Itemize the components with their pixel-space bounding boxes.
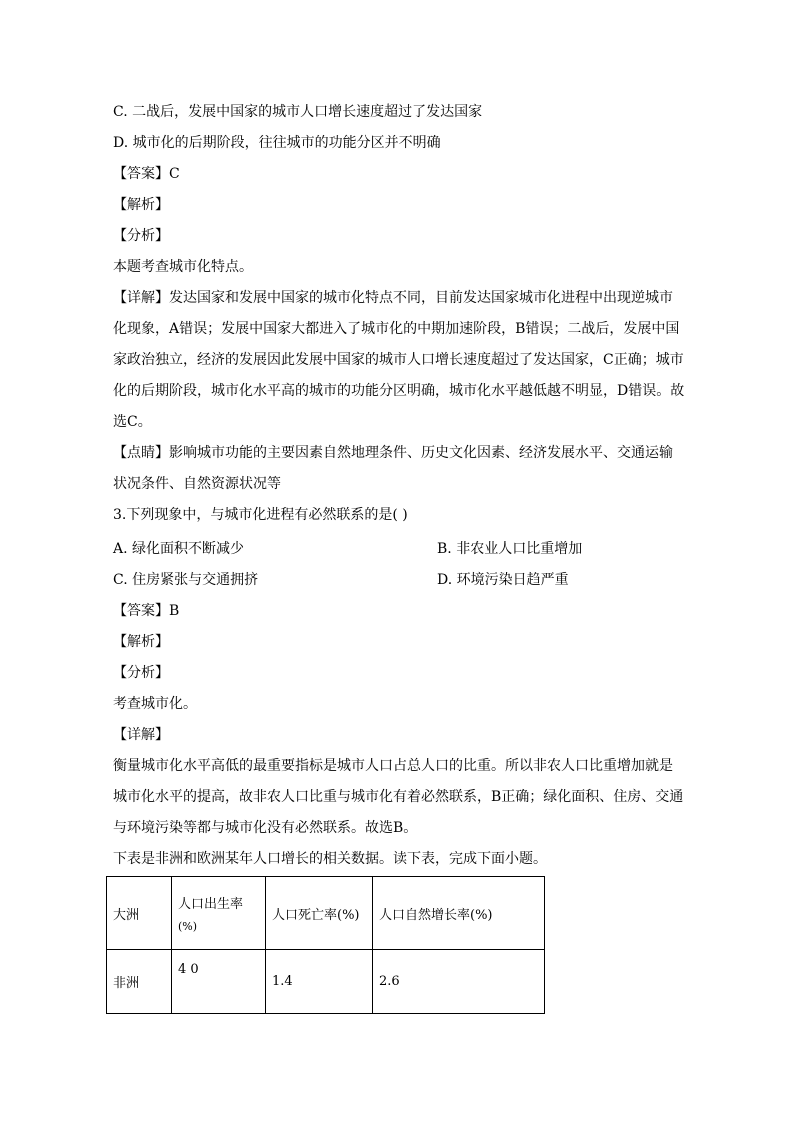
header-birth-rate-label: 人口出生率 — [178, 897, 244, 912]
detail-label-2: 【详解】 — [113, 727, 169, 743]
option-d: D. 城市化的后期阶段，往往城市的功能分区并不明确 — [113, 135, 441, 151]
population-table — [106, 876, 545, 1014]
option-c-2: C. 住房紧张与交通拥挤 — [113, 572, 259, 588]
detail-text-7: 城市化水平的提高，故非农人口比重与城市化有着必然联系，B正确；绿化面积、住房、交通 — [113, 789, 684, 805]
header-birth-rate — [172, 877, 266, 950]
cell-birth-rate: 4 0 — [172, 950, 266, 1014]
header-continent: 大洲 — [107, 877, 172, 950]
cell-death-rate: 1.4 — [266, 950, 373, 1014]
detail-text-5: 选C。 — [113, 414, 152, 430]
detail-text-3: 家政治独立，经济的发展因此发展中国家的城市人口增长速度超过了发达国家，C正确；城市 — [113, 352, 684, 368]
option-a: A. 绿化面积不断减少 — [113, 541, 245, 557]
analysis-label: 【解析】 — [113, 197, 169, 213]
cell-growth-rate: 2.6 — [373, 950, 545, 1014]
option-d-2: D. 环境污染日趋严重 — [437, 572, 569, 588]
answer-label-2: 【答案】B — [113, 603, 180, 619]
answer-label: 【答案】C — [113, 166, 180, 182]
option-c: C. 二战后，发展中国家的城市人口增长速度超过了发达国家 — [113, 104, 483, 120]
tip-text-1: 【点睛】影响城市功能的主要因素自然地理条件、历史文化因素、经济发展水平、交通运输 — [113, 445, 673, 461]
topic-text-2: 考查城市化。 — [113, 696, 197, 712]
detail-text-6: 衡量城市化水平高低的最重要指标是城市人口占总人口的比重。所以非农人口比重增加就是 — [113, 758, 673, 774]
question-3: 3.下列现象中，与城市化进程有必然联系的是( ) — [113, 507, 408, 523]
table-intro: 下表是非洲和欧洲某年人口增长的相关数据。读下表，完成下面小题。 — [113, 851, 547, 867]
header-growth-rate: 人口自然增长率(%) — [373, 877, 545, 950]
tip-text-2: 状况条件、自然资源状况等 — [113, 476, 281, 492]
analysis-label-2: 【解析】 — [113, 634, 169, 650]
header-death-rate: 人口死亡率(%) — [266, 877, 373, 950]
detail-text-1: 【详解】发达国家和发展中国家的城市化特点不同，目前发达国家城市化进程中出现逆城市 — [113, 290, 673, 306]
detail-text-4: 化的后期阶段，城市化水平高的城市的功能分区明确，城市化水平越低越不明显，D错误。故 — [113, 383, 685, 399]
breakdown-label-2: 【分析】 — [113, 665, 169, 681]
header-birth-rate-unit: (%) — [178, 920, 198, 933]
option-b: B. 非农业人口比重增加 — [437, 541, 583, 557]
topic-text: 本题考查城市化特点。 — [113, 259, 253, 275]
breakdown-label: 【分析】 — [113, 228, 169, 244]
table-header-row — [107, 877, 545, 950]
detail-text-8: 与环境污染等都与城市化没有必然联系。故选B。 — [113, 820, 418, 836]
table-row — [107, 950, 545, 1014]
detail-text-2: 化现象，A错误；发展中国家大都进入了城市化的中期加速阶段，B错误；二战后，发展中国 — [113, 321, 680, 337]
cell-continent: 非洲 — [107, 950, 172, 1014]
